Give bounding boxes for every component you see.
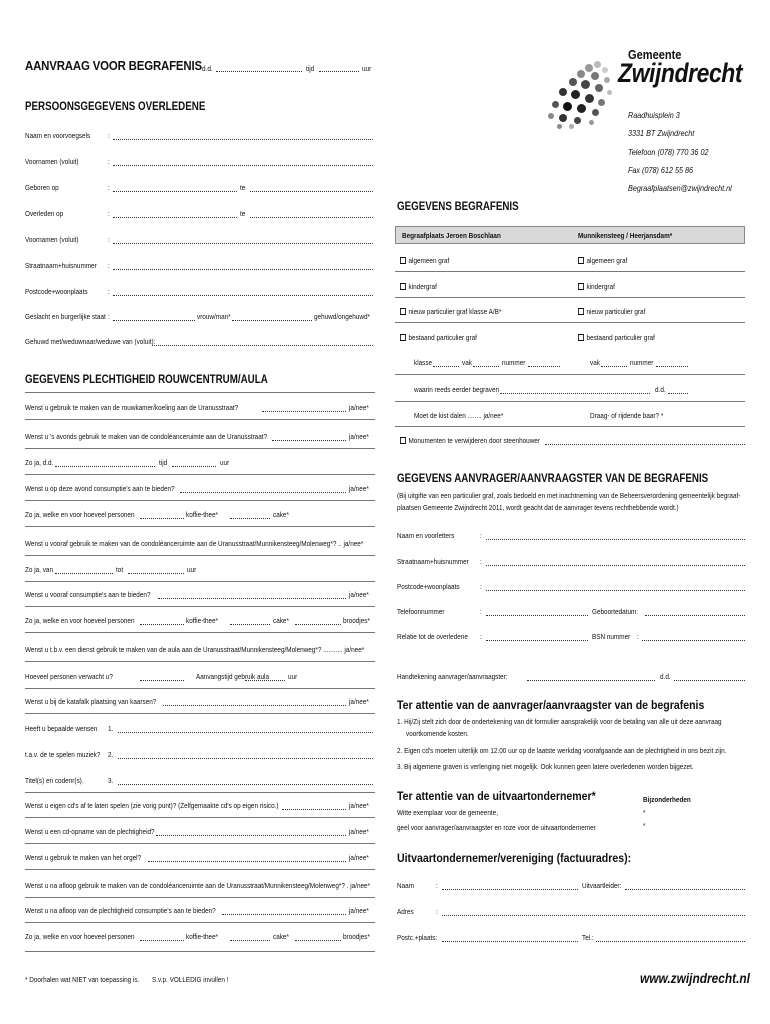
- checkbox-icon[interactable]: [578, 334, 584, 341]
- gehuwd-met-field[interactable]: [152, 345, 373, 346]
- logo-dot: [607, 90, 612, 95]
- divider: [25, 869, 375, 870]
- col-munnikensteeg: Munnikensteeg / Heerjansdam*: [578, 231, 673, 240]
- aanvangstijd-label: Aanvangstijd gebruik aula: [196, 672, 270, 681]
- divider: [25, 500, 375, 501]
- section-title-uitvaartondernemer: Uitvaartondernemer/vereniging (factuuradres):: [397, 851, 632, 865]
- logo-dot: [589, 120, 594, 125]
- bsn-label: BSN nummer: [592, 632, 631, 641]
- count-field[interactable]: [230, 940, 270, 941]
- section-title-attentie-uitvaart: Ter attentie van de uitvaartondernemer*: [397, 789, 596, 803]
- nummer-label: nummer: [630, 358, 654, 367]
- list-number: 1.: [108, 724, 114, 733]
- aanvragers-intro: plaatsen Gemeente Zwijndrecht 2011, wordt geacht dat de aanvrager tevens rechthebbende wordt.): [397, 503, 679, 512]
- uur-label: uur: [288, 672, 298, 681]
- website-link[interactable]: www.zwijndrecht.nl: [640, 970, 750, 986]
- tot-label: tot: [116, 565, 124, 574]
- nummer-label: nummer: [502, 358, 526, 367]
- option-nieuw-particulier-right[interactable]: nieuw particulier graf: [578, 307, 645, 316]
- uitvaartleider-label: Uitvaartleider:: [582, 881, 622, 890]
- question-vooraf-consumpties: Wenst u vooraf consumptie's aan te bieden?: [25, 590, 151, 599]
- logo-dot: [569, 124, 574, 129]
- exemplaar-note: geel voor aanvrager/aanvraagster en roze voor de uitvaartondernemer: [397, 823, 596, 832]
- geslacht-field[interactable]: [113, 320, 195, 321]
- nummer-field[interactable]: [656, 366, 688, 367]
- checkbox-icon[interactable]: [400, 283, 406, 290]
- geboortedatum-label: Geboortedatum:: [592, 607, 639, 616]
- bijzonderheden-label: Bijzonderheden: [643, 795, 691, 804]
- count-field[interactable]: [230, 518, 270, 519]
- time-field[interactable]: [172, 466, 216, 467]
- tijd-label: tijd: [306, 64, 315, 73]
- checkbox-icon[interactable]: [400, 334, 406, 341]
- klasse-label: klasse: [414, 358, 433, 367]
- tijd-field[interactable]: [319, 71, 359, 72]
- list-number: 3.: [108, 776, 114, 785]
- footnote-volledig: S.v.p. VOLLEDIG invullen !: [152, 975, 229, 984]
- question-wensen: Heeft u bepaalde wensen: [25, 724, 98, 733]
- divider: [25, 843, 375, 844]
- logo-dot: [591, 72, 599, 80]
- checkbox-icon[interactable]: [578, 283, 584, 290]
- count-field[interactable]: [295, 940, 341, 941]
- overleden-op-field[interactable]: [113, 217, 237, 218]
- staat-field[interactable]: [232, 320, 312, 321]
- dd-field[interactable]: [216, 71, 302, 72]
- exemplaar-note: Witte exemplaar voor de gemeente,: [397, 808, 498, 817]
- question-zo-ja-dd: Zo ja, d.d.: [25, 458, 54, 467]
- logo-dot: [559, 88, 567, 96]
- divider: [25, 474, 375, 475]
- to-field[interactable]: [128, 573, 184, 574]
- field-label: Postcode+woonplaats: [397, 582, 460, 591]
- footnote-doorhalen: * Doorhalen wat NIET van toepassing is.: [25, 975, 140, 984]
- checkbox-icon[interactable]: [400, 437, 406, 444]
- broodjes-option[interactable]: broodjes*: [343, 932, 370, 941]
- option-bestaand-particulier-left[interactable]: bestaand particulier graf: [400, 333, 477, 342]
- naam-field[interactable]: [113, 139, 373, 140]
- attentie-item: 3. Bij algemene graven is verlenging niet mogelijk. Ook kunnen geen latere overledenen worden bijgezet.: [397, 762, 694, 771]
- date-field[interactable]: [55, 466, 155, 467]
- geboortedatum-field[interactable]: [645, 615, 745, 616]
- answer-field[interactable]: [158, 598, 346, 599]
- logo-mark: [545, 60, 615, 130]
- adres-label: Adres: [397, 907, 414, 916]
- uitvaartleider-field[interactable]: [625, 889, 745, 890]
- handtekening-field[interactable]: [527, 680, 655, 681]
- question-zo-ja-van: Zo ja, van: [25, 565, 53, 574]
- ja-nee-option[interactable]: ja/nee*: [349, 484, 369, 493]
- count-field[interactable]: [140, 518, 184, 519]
- ondernemer-adres-field[interactable]: [442, 915, 745, 916]
- divider: [25, 606, 375, 607]
- field-label: Naam en voorvoegsels: [25, 131, 91, 140]
- question-kaarsen: Wenst u bij de katafalk plaatsing van kaarsen?: [25, 697, 157, 706]
- gehuwd-met-label: Gehuwd met/weduwnaar/weduwe van (voluit):: [25, 337, 156, 346]
- ja-nee-option[interactable]: ja/nee*: [349, 853, 369, 862]
- answer-field[interactable]: [156, 835, 346, 836]
- ja-nee-option[interactable]: ja/nee*: [349, 403, 369, 412]
- ja-nee-option[interactable]: ja/nee*: [349, 906, 369, 915]
- kist-dalen-question[interactable]: Moet de kist dalen ........ ja/nee*: [414, 411, 504, 420]
- logo-dot: [574, 117, 581, 124]
- logo-dot: [552, 101, 559, 108]
- ja-nee-option[interactable]: ja/nee*: [349, 590, 369, 599]
- ondernemer-postc-field[interactable]: [442, 941, 578, 942]
- divider: [25, 951, 375, 952]
- vrouw-man-option[interactable]: vrouw/man*: [197, 312, 231, 321]
- address-line: Telefoon (078) 770 36 02: [628, 147, 709, 157]
- logo-dot: [602, 67, 608, 73]
- koffie-thee-option[interactable]: koffie-thee*: [186, 932, 219, 941]
- music-field[interactable]: [118, 784, 373, 785]
- aanvrager-postcode-field[interactable]: [486, 590, 745, 591]
- question-welke-personen: Zo ja, welke en voor hoeveel personen: [25, 616, 135, 625]
- waarin-label: waarin reeds eerder begraven: [414, 385, 500, 394]
- divider: [25, 526, 375, 527]
- divider: [25, 448, 375, 449]
- tel-label: Tel.:: [582, 933, 594, 942]
- aanvrager-straat-field[interactable]: [486, 565, 745, 566]
- draag-baar-question[interactable]: Draag- of rijdende baar? *: [590, 411, 664, 420]
- uur-label: uur: [362, 64, 372, 73]
- question-na-afloop: Wenst u na afloop gebruik te maken van de condoléanceruimte aan de Uranusstraat/Munnikensteeg/Molenweg*? . ja/nee*: [25, 881, 371, 890]
- dd-field[interactable]: [668, 393, 688, 394]
- form-title: AANVRAAG VOOR BEGRAFENIS: [25, 58, 202, 73]
- koffie-thee-option[interactable]: koffie-thee*: [186, 616, 219, 625]
- divider: [395, 426, 745, 427]
- section-title-begrafenis: GEGEVENS BEGRAFENIS: [397, 201, 519, 213]
- uur-label: uur: [187, 565, 197, 574]
- question-cd-opname: Wenst u een cd-opname van de plechtigheid?: [25, 827, 155, 836]
- logo-dot: [563, 102, 572, 111]
- question-muziek: t.a.v. de te spelen muziek?: [25, 750, 101, 759]
- divider: [25, 897, 375, 898]
- option-algemeen-graf-left[interactable]: algemeen graf: [400, 256, 449, 265]
- from-field[interactable]: [55, 573, 113, 574]
- cake-option[interactable]: cake*: [273, 932, 289, 941]
- uur-label: uur: [220, 458, 230, 467]
- section-title-plechtigheid: GEGEVENS PLECHTIGHEID ROUWCENTRUM/AULA: [25, 374, 268, 386]
- divider: [25, 632, 375, 633]
- divider: [25, 392, 375, 393]
- logo-dot: [595, 84, 603, 92]
- logo-dot: [598, 99, 605, 106]
- bsn-field[interactable]: [642, 640, 745, 641]
- te-label: te: [240, 183, 246, 192]
- option-algemeen-graf-right[interactable]: algemeen graf: [578, 256, 627, 265]
- field-label: Postcode+woonplaats: [25, 287, 88, 296]
- logo-dot: [581, 80, 590, 89]
- handtekening-dd-field[interactable]: [674, 680, 745, 681]
- vak-label: vak: [590, 358, 600, 367]
- option-nieuw-particulier-left[interactable]: nieuw particulier graf klasse A/B*: [400, 307, 501, 316]
- divider: [25, 817, 375, 818]
- aanvragers-intro: (Bij uitgifte van een particulier graf, zoals bedoeld en met inachtneming van de Beheersverordening gemeentelijk begraaf-: [397, 491, 741, 500]
- divider: [25, 661, 375, 662]
- field-label: Naam en voorletters: [397, 531, 455, 540]
- question-welke-personen: Zo ja, welke en voor hoeveel personen: [25, 932, 135, 941]
- question-consumpties: Wenst u op deze avond consumptie's aan te bieden?: [25, 484, 175, 493]
- question-personen: Hoeveel personen verwacht u?: [25, 672, 113, 681]
- field-label: Relatie tot de overledene: [397, 632, 468, 641]
- answer-field[interactable]: [272, 440, 346, 441]
- broodjes-option[interactable]: broodjes*: [343, 616, 370, 625]
- nummer-field[interactable]: [528, 366, 560, 367]
- ondernemer-naam-field[interactable]: [442, 889, 578, 890]
- cake-option[interactable]: cake*: [273, 510, 289, 519]
- time-field[interactable]: [245, 680, 285, 681]
- divider: [25, 555, 375, 556]
- logo-dot: [604, 77, 610, 83]
- ja-nee-option[interactable]: ja/nee*: [349, 827, 369, 836]
- geslacht-label: Geslacht en burgerlijke staat: [25, 312, 106, 321]
- aanvrager-telefoon-field[interactable]: [486, 615, 588, 616]
- option-monumenten[interactable]: Monumenten te verwijderen door steenhouwer: [400, 436, 540, 445]
- gehuwd-option[interactable]: gehuwd/ongehuwd*: [314, 312, 371, 321]
- question-vooraf: Wenst u vooraf gebruik te maken van de condoléanceruimte aan de Uranusstraat/Munnikensteeg/Molenweg*? .. ja/nee*: [25, 539, 364, 548]
- answer-field[interactable]: [148, 861, 346, 862]
- question-titels: Titel(s) en codenr(s).: [25, 776, 84, 785]
- logo-dot: [585, 64, 593, 72]
- relatie-field[interactable]: [486, 640, 588, 641]
- option-kindergraf-left[interactable]: kindergraf: [400, 282, 437, 291]
- voornamen2-field[interactable]: [113, 243, 373, 244]
- ja-nee-option[interactable]: ja/nee*: [349, 801, 369, 810]
- answer-field[interactable]: [163, 705, 346, 706]
- question-welke-personen: Zo ja, welke en voor hoeveel personen: [25, 510, 135, 519]
- address-line: Fax (078) 612 55 86: [628, 165, 694, 175]
- attentie-item: 2. Eigen cd's moeten uiterlijk om 12.00 uur op de laatste werkdag voorafgaande aan de plechtigheid in ons bezit zijn.: [397, 746, 727, 755]
- list-number: 2.: [108, 750, 114, 759]
- dd-label: d.d.: [202, 64, 213, 73]
- field-label: Geboren op: [25, 183, 59, 192]
- divider: [395, 322, 745, 323]
- answer-field[interactable]: [180, 492, 346, 493]
- divider: [395, 401, 745, 402]
- count-field[interactable]: [140, 940, 184, 941]
- monumenten-field[interactable]: [545, 444, 745, 445]
- music-field[interactable]: [118, 732, 373, 733]
- music-field[interactable]: [118, 758, 373, 759]
- divider: [25, 419, 375, 420]
- logo-dot: [577, 70, 585, 78]
- address-email: Begraafplaatsen@zwijndrecht.nl: [628, 183, 732, 193]
- dd-label: d.d.: [655, 385, 666, 394]
- logo-dot: [585, 94, 594, 103]
- question-na-afloop-consumpties: Wenst u na afloop van de plechtigheid consumptie's aan te bieden?: [25, 906, 216, 915]
- address-line: Raadhuisplein 3: [628, 110, 680, 120]
- field-label: Voornamen (voluit): [25, 235, 79, 244]
- question-eigen-cds: Wenst u eigen cd's af te laten spelen (zie vorig punt)? (Zelfgemaakte cd's op eigen risico.): [25, 801, 279, 810]
- logo-dot: [569, 78, 577, 86]
- waarin-field[interactable]: [500, 393, 650, 394]
- ja-nee-option[interactable]: ja/nee*: [349, 697, 369, 706]
- divider: [25, 688, 375, 689]
- koffie-thee-option[interactable]: koffie-thee*: [186, 510, 219, 519]
- voornamen-field[interactable]: [113, 165, 373, 166]
- klasse-field[interactable]: [433, 366, 459, 367]
- question-rouwkamer: Wenst u gebruik te maken van de rouwkamer/koeling aan de Uranusstraat?: [25, 403, 239, 412]
- field-label: Voornamen (voluit): [25, 157, 79, 166]
- col-jeroen-boschlaan: Begraafplaats Jeroen Boschlaan: [402, 231, 501, 240]
- section-title-aanvragers: GEGEVENS AANVRAGER/AANVRAAGSTER VAN DE BEGRAFENIS: [397, 473, 709, 485]
- count-field[interactable]: [140, 680, 184, 681]
- logo-dot: [577, 104, 586, 113]
- dd-label: d.d.: [660, 672, 671, 681]
- logo-dot: [571, 90, 580, 99]
- attentie-item: voortkomende kosten.: [406, 729, 469, 738]
- ja-nee-option[interactable]: ja/nee*: [349, 432, 369, 441]
- count-field[interactable]: [140, 624, 184, 625]
- field-label: Straatnaam+huisnummer: [397, 557, 469, 566]
- logo-dot: [557, 124, 562, 129]
- field-label: Straatnaam+huisnummer: [25, 261, 97, 270]
- divider: [25, 922, 375, 923]
- checkbox-icon[interactable]: [578, 257, 584, 264]
- answer-field[interactable]: [262, 411, 346, 412]
- address-line: 3331 BT Zwijndrecht: [628, 128, 695, 138]
- option-kindergraf-right[interactable]: kindergraf: [578, 282, 615, 291]
- answer-field[interactable]: [222, 914, 346, 915]
- section-title-persoonsgegevens: PERSOONSGEGEVENS OVERLEDENE: [25, 101, 206, 113]
- divider: [25, 581, 375, 582]
- answer-field[interactable]: [282, 809, 346, 810]
- handtekening-label: Handtekening aanvrager/aanvraagster:: [397, 672, 508, 681]
- te-label: te: [240, 209, 246, 218]
- postcode-field[interactable]: [113, 295, 373, 296]
- ondernemer-tel-field[interactable]: [596, 941, 745, 942]
- postc-label: Postc.+plaats:: [397, 933, 438, 942]
- section-title-attentie-aanvrager: Ter attentie van de aanvrager/aanvraagster van de begrafenis: [397, 698, 705, 712]
- field-label: Telefoonnummer: [397, 607, 445, 616]
- field-label: Overleden op: [25, 209, 64, 218]
- checkbox-icon[interactable]: [400, 257, 406, 264]
- divider: [25, 713, 375, 714]
- divider: [395, 374, 745, 375]
- logo-gemeente: Gemeente: [628, 47, 682, 62]
- vak-field[interactable]: [601, 366, 627, 367]
- divider: [395, 271, 745, 272]
- divider: [25, 792, 375, 793]
- overleden-te-field[interactable]: [250, 217, 373, 218]
- count-field[interactable]: [230, 624, 270, 625]
- tijd-label: tijd: [159, 458, 168, 467]
- question-avonds: Wenst u 's avonds gebruik te maken van de condoléanceruimte aan de Uranusstraat?: [25, 432, 268, 441]
- question-orgel: Wenst u gebruik te maken van het orgel?: [25, 853, 142, 862]
- geboren-te-field[interactable]: [250, 191, 373, 192]
- checkbox-icon[interactable]: [578, 308, 584, 315]
- logo-zwijndrecht: Zwijndrecht: [618, 58, 743, 88]
- checkbox-icon[interactable]: [400, 308, 406, 315]
- count-field[interactable]: [295, 624, 341, 625]
- cake-option[interactable]: cake*: [273, 616, 289, 625]
- attentie-item: 1. Hij/Zij stelt zich door de ondertekening van dit formulier aansprakelijk voor de betaling van alle uit deze aanvraag: [397, 717, 722, 726]
- logo-dot: [594, 61, 601, 68]
- option-bestaand-particulier-right[interactable]: bestaand particulier graf: [578, 333, 655, 342]
- vak-label: vak: [462, 358, 472, 367]
- logo-dot: [548, 113, 554, 119]
- naam-label: Naam: [397, 881, 415, 890]
- straat-field[interactable]: [113, 269, 373, 270]
- geboren-op-field[interactable]: [113, 191, 237, 192]
- divider: [395, 297, 745, 298]
- question-aula: Wenst u t.b.v. een dienst gebruik te maken van de aula aan de Uranusstraat/Munnikensteeg/Molenweg*? ........... ja/nee*: [25, 645, 365, 654]
- logo-dot: [592, 109, 599, 116]
- vak-field[interactable]: [473, 366, 499, 367]
- logo-dot: [559, 114, 567, 122]
- aanvrager-naam-field[interactable]: [486, 539, 745, 540]
